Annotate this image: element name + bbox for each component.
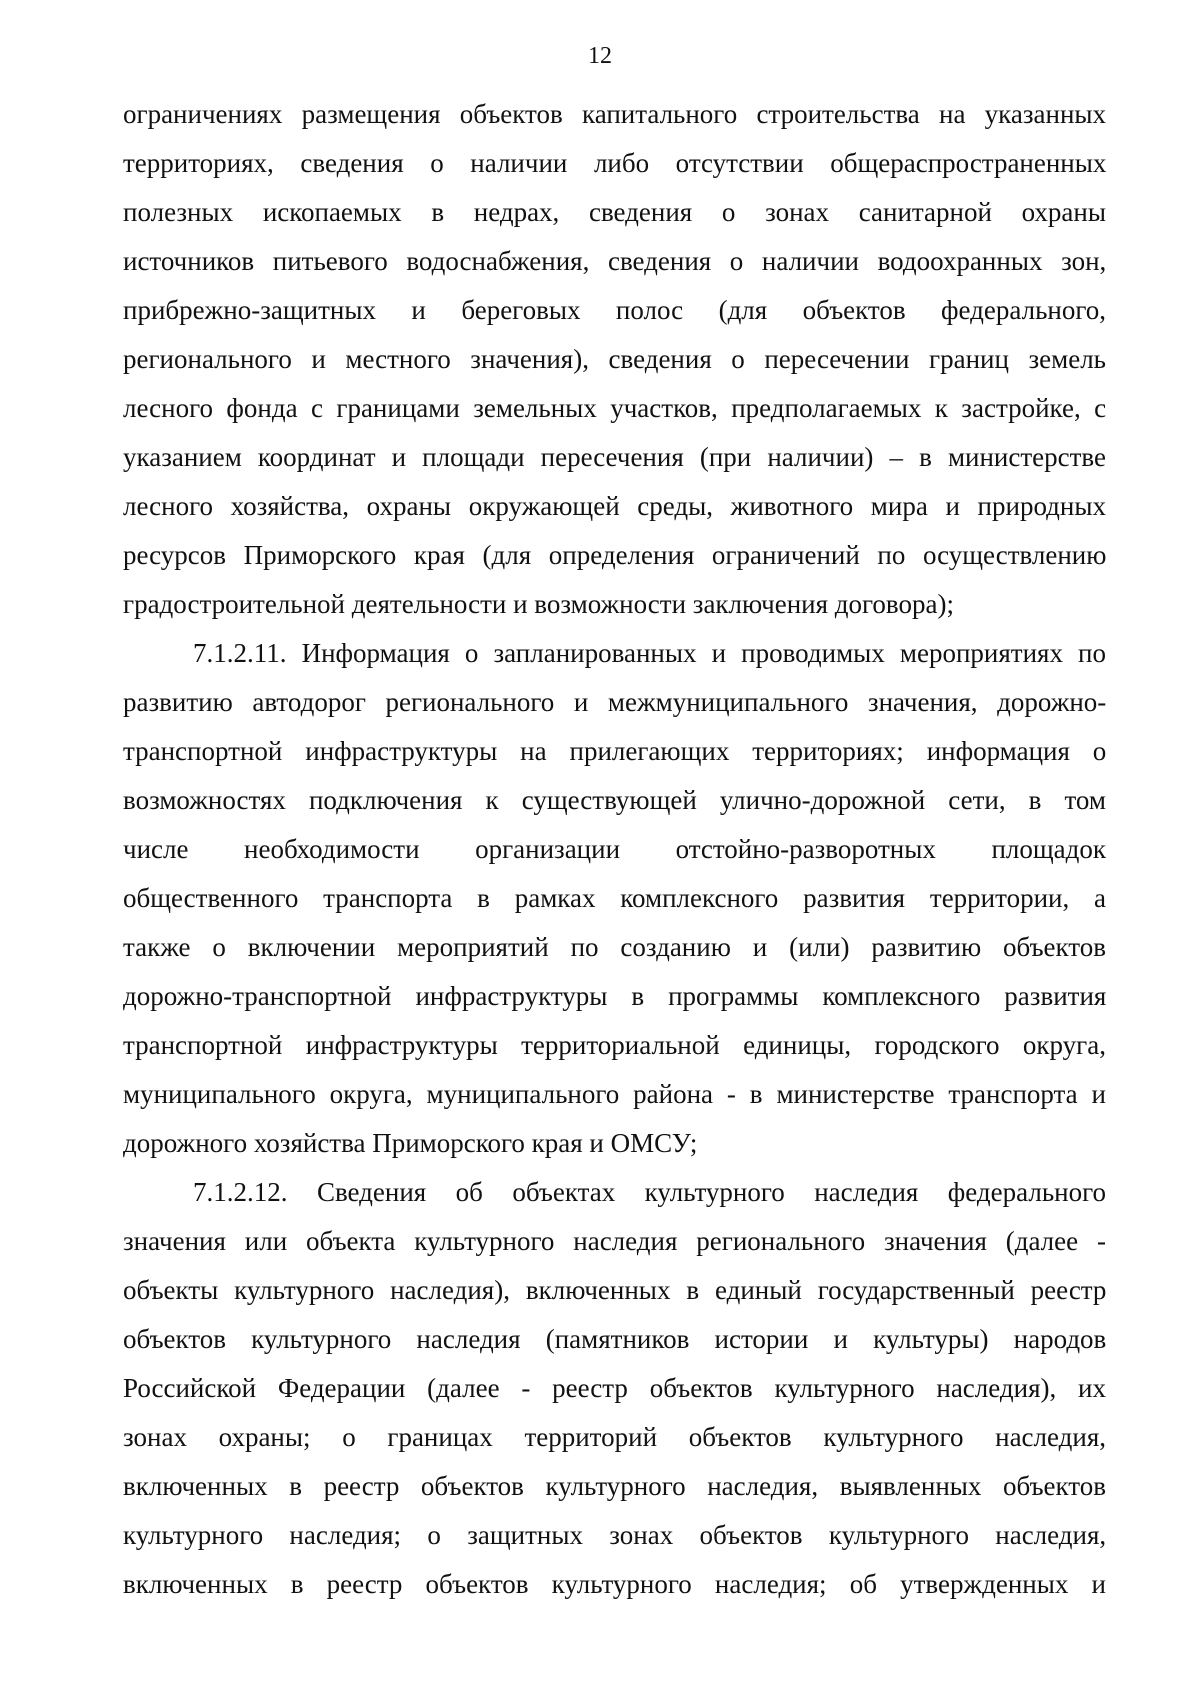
text-line: объекты культурного наследия), включенных в единый государственный реестр: [123, 1275, 1107, 1305]
text-line: включенных в реестр объектов культурного наследия, выявленных объектов: [123, 1471, 1106, 1501]
text-line: муниципального округа, муниципального района - в министерстве транспорта и: [123, 1079, 1106, 1109]
text-line: числе необходимости организации отстойно-разворотных площадок: [123, 834, 1106, 864]
paragraph-1: [123, 90, 1106, 629]
text-line: лесного хозяйства, охраны окружающей среды, животного мира и природных: [123, 491, 1106, 521]
text-line: значения или объекта культурного наследия регионального значения (далее -: [123, 1226, 1106, 1256]
text-line: 7.1.2.11. Информация о запланированных и проводимых мероприятиях по: [193, 638, 1106, 668]
text-line: ограничениях размещения объектов капитального строительства на указанных: [123, 99, 1107, 129]
text-line: также о включении мероприятий по созданию и (или) развитию объектов: [123, 932, 1106, 962]
document-body: [123, 90, 1106, 1609]
text-line: транспортной инфраструктуры территориальной единицы, городского округа,: [123, 1030, 1106, 1060]
paragraph-7-1-2-11: [123, 629, 1106, 1168]
text-line: источников питьевого водоснабжения, сведения о наличии водоохранных зон,: [123, 246, 1107, 276]
text-line: Российской Федерации (далее - реестр объектов культурного наследия), их: [123, 1373, 1106, 1403]
text-line: указанием координат и площади пересечения (при наличии) – в министерстве: [123, 442, 1106, 472]
text-line: возможностях подключения к существующей улично-дорожной сети, в том: [123, 785, 1106, 815]
text-line: транспортной инфраструктуры на прилегающих территориях; информация о: [123, 736, 1107, 766]
text-line: зонах охраны; о границах территорий объектов культурного наследия,: [123, 1422, 1106, 1452]
text-line: прибрежно-защитных и береговых полос (для объектов федерального,: [123, 295, 1106, 325]
text-line: объектов культурного наследия (памятников истории и культуры) народов: [123, 1324, 1107, 1354]
text-line: дорожного хозяйства Приморского края и ОМСУ;: [123, 1128, 698, 1158]
text-line: лесного фонда с границами земельных участков, предполагаемых к застройке, с: [123, 393, 1107, 423]
text-line: 7.1.2.12. Сведения об объектах культурного наследия федерального: [193, 1177, 1106, 1207]
text-line: включенных в реестр объектов культурного наследия; об утвержденных и: [123, 1569, 1106, 1599]
text-line: культурного наследия; о защитных зонах объектов культурного наследия,: [123, 1520, 1107, 1550]
text-line: развитию автодорог регионального и межмуниципального значения, дорожно-: [123, 687, 1107, 717]
text-line: регионального и местного значения), сведения о пересечении границ земель: [123, 344, 1106, 374]
page-number: 12: [588, 43, 612, 69]
text-line: территориях, сведения о наличии либо отсутствии общераспространенных: [123, 148, 1107, 178]
text-line: градостроительной деятельности и возможности заключения договора);: [123, 589, 954, 619]
paragraph-7-1-2-12: [123, 1168, 1106, 1609]
text-line: ресурсов Приморского края (для определения ограничений по осуществлению: [123, 540, 1107, 570]
text-line: дорожно-транспортной инфраструктуры в программы комплексного развития: [123, 981, 1107, 1011]
text-line: полезных ископаемых в недрах, сведения о зонах санитарной охраны: [123, 197, 1106, 227]
text-line: общественного транспорта в рамках комплексного развития территории, а: [123, 883, 1106, 913]
